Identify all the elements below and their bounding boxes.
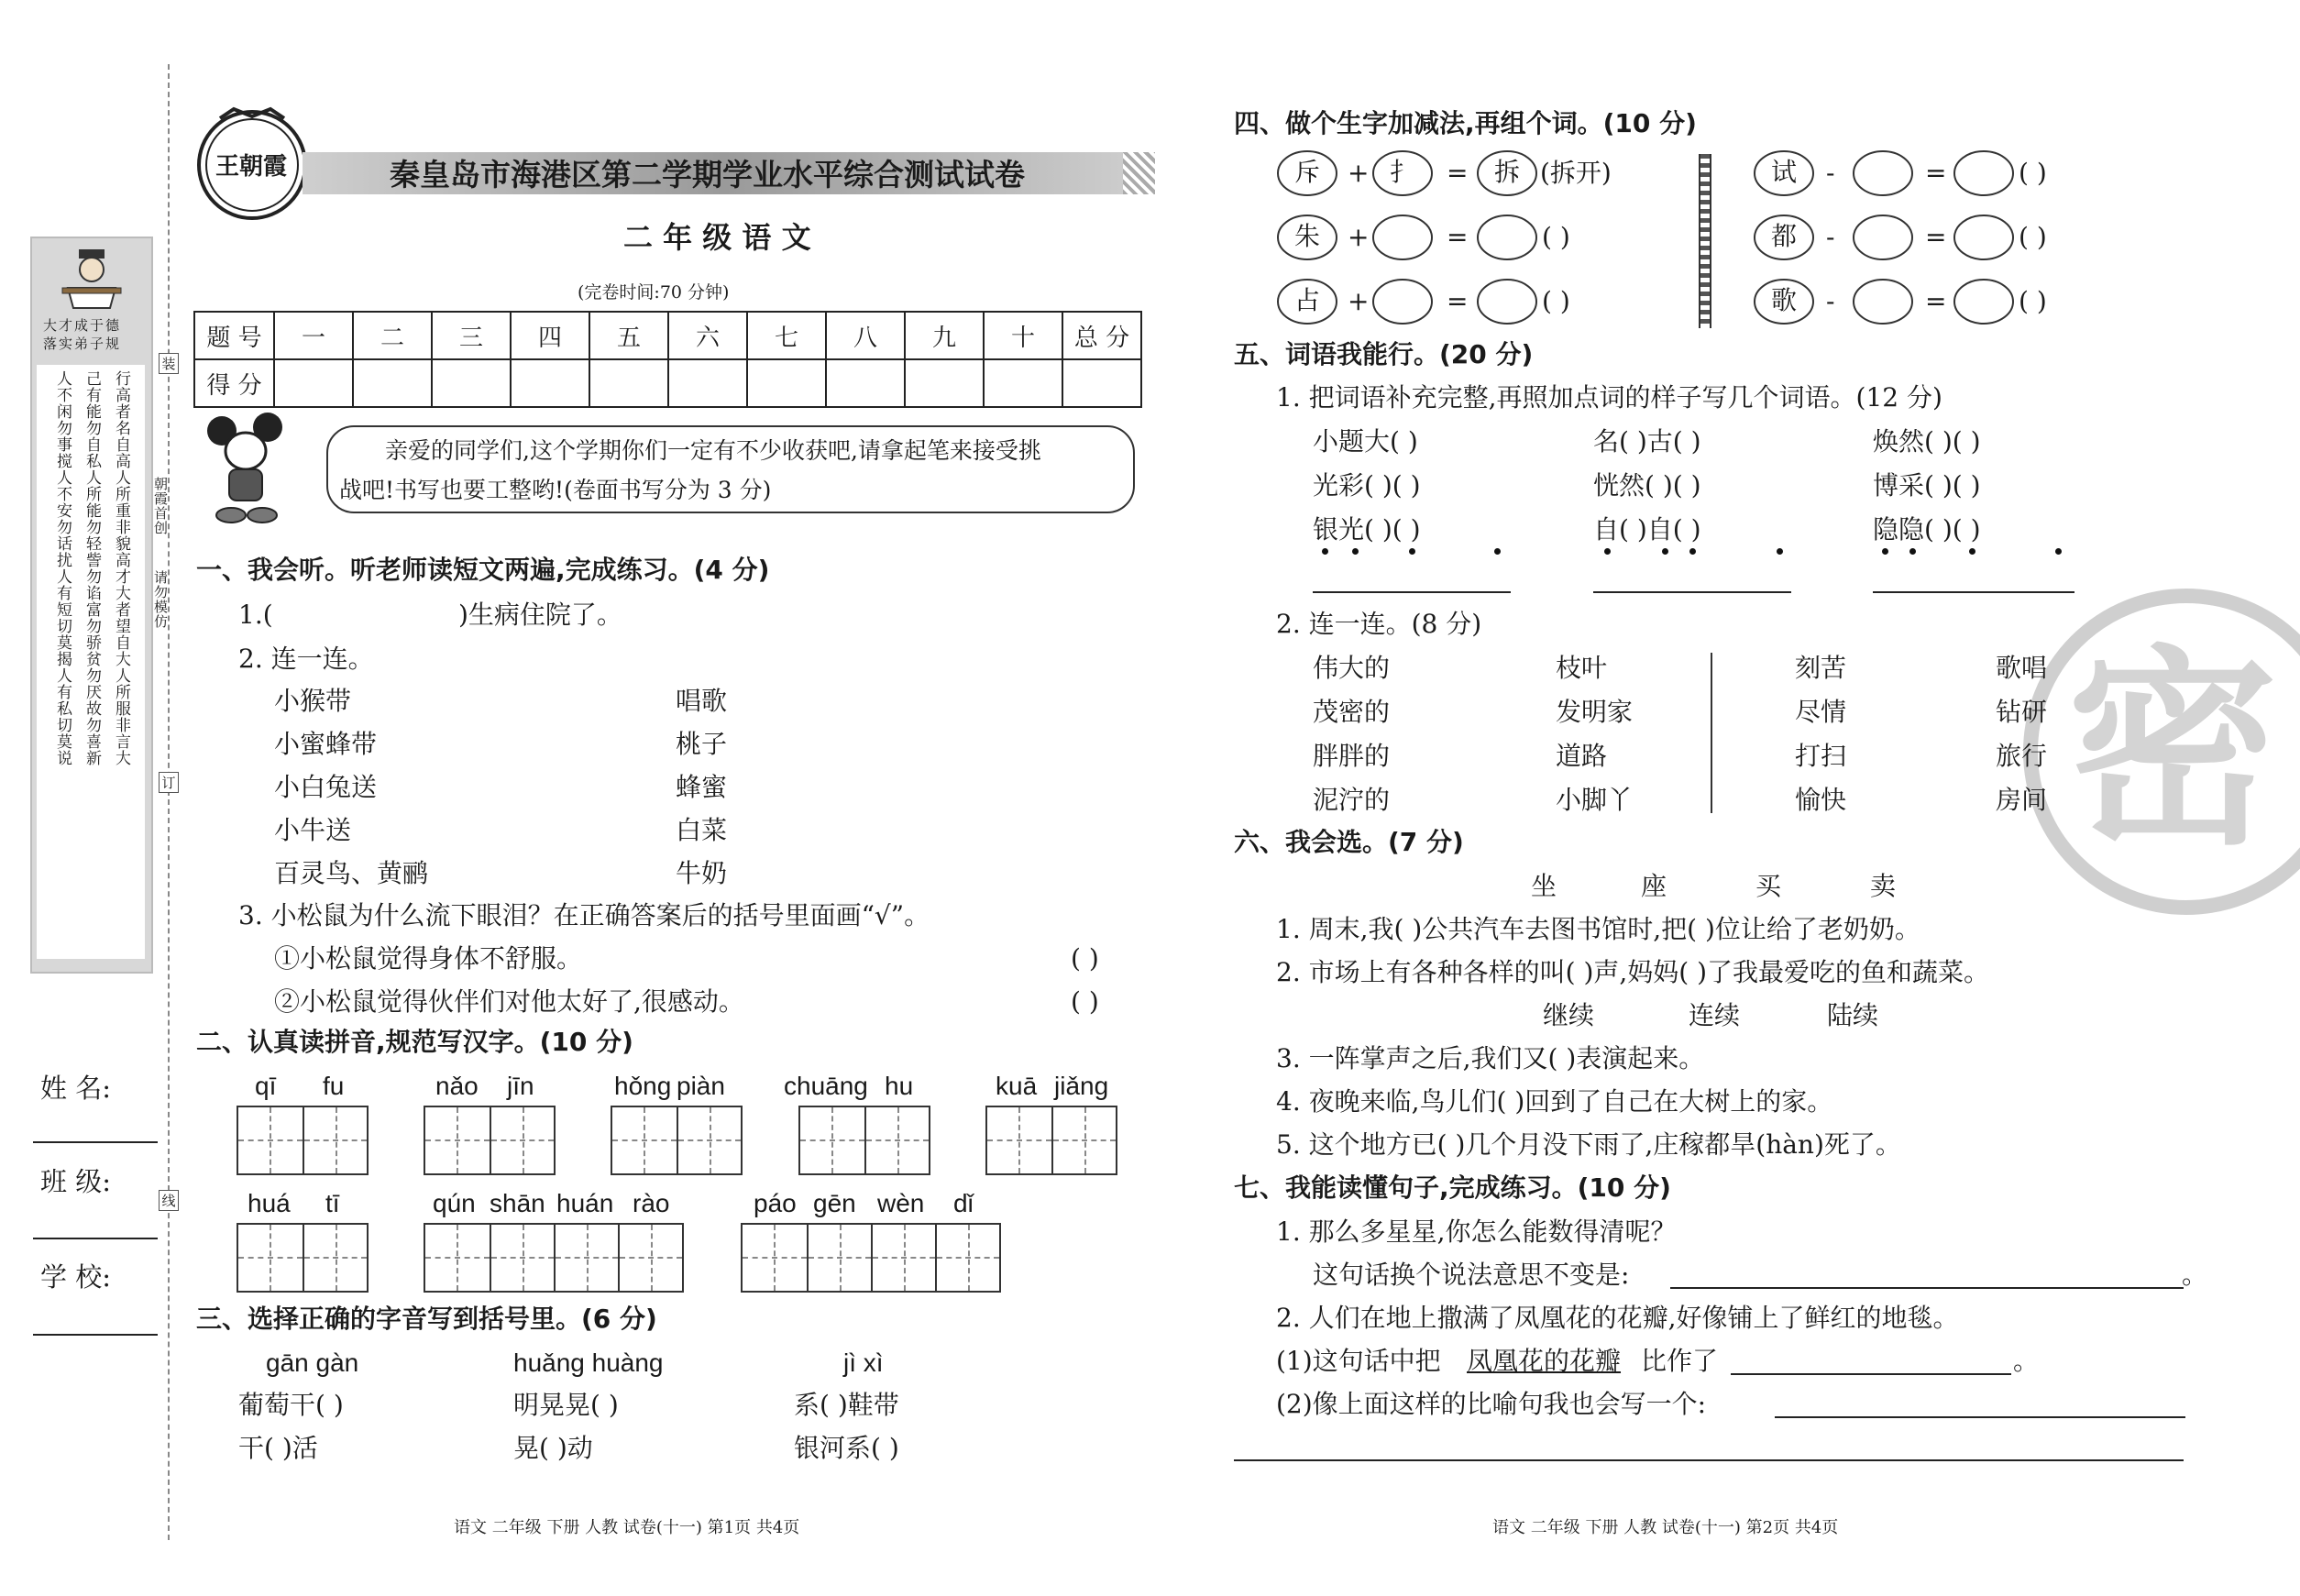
s1-q1-suffix: )生病住院了。 xyxy=(458,600,622,630)
emphasis-dot xyxy=(2055,548,2062,555)
plus-sign: + xyxy=(1348,286,1370,316)
s5-match: 刻苦 xyxy=(1795,653,1847,683)
emphasis-dot xyxy=(1689,548,1696,555)
equals-sign: = xyxy=(1447,158,1469,188)
section6-heading: 六、我会选。(7 分) xyxy=(1234,827,1464,857)
writing-grid[interactable] xyxy=(237,1106,369,1175)
writing-grid[interactable] xyxy=(741,1223,1001,1293)
s5-blank[interactable]: 自( )自( ) xyxy=(1593,514,1701,545)
s6-sentence[interactable]: 4. 夜晚来临,鸟儿们( )回到了自己在大树上的家。 xyxy=(1276,1086,1833,1117)
s6-sentence[interactable]: 1. 周末,我( )公共汽车去图书馆时,把( )位让给了老奶奶。 xyxy=(1276,914,1920,944)
s6-word: 买 xyxy=(1755,871,1782,901)
section7-heading: 七、我能读懂句子,完成练习。(10 分) xyxy=(1234,1172,1671,1203)
char-cloud: 都 xyxy=(1753,214,1815,261)
score-cell[interactable] xyxy=(589,359,668,407)
s7-q2b-answer[interactable] xyxy=(1775,1416,2185,1418)
s5-match: 打扫 xyxy=(1795,741,1847,771)
char-cloud: 占 xyxy=(1276,278,1338,325)
s5-match: 钻研 xyxy=(1996,697,2048,727)
equals-sign: = xyxy=(1447,286,1469,316)
s5-blank[interactable]: 光彩( )( ) xyxy=(1313,470,1421,501)
s1-right-item: 蜂蜜 xyxy=(676,772,728,802)
s5-match: 道路 xyxy=(1556,741,1608,771)
s7-q2a-pre: (1)这句话中把 xyxy=(1276,1346,1441,1376)
minus-sign: - xyxy=(1826,222,1835,252)
s6-word: 继续 xyxy=(1543,1000,1595,1030)
s3-item[interactable]: 葡萄干( ) xyxy=(238,1390,344,1420)
pinyin: shān xyxy=(490,1189,545,1217)
minus-sign: - xyxy=(1826,158,1835,188)
word-answer: (拆开) xyxy=(1540,158,1612,188)
equals-sign: = xyxy=(1447,222,1469,252)
s5-match: 胖胖的 xyxy=(1313,741,1391,771)
s7-q2: 2. 人们在地上撒满了凤凰花的花瓣,好像铺上了鲜红的地毯。 xyxy=(1276,1303,1959,1333)
s5-match: 歌唱 xyxy=(1996,653,2048,683)
minus-sign: - xyxy=(1826,286,1835,316)
s1-right-item: 唱歌 xyxy=(676,686,728,716)
s5-blank[interactable]: 恍然( )( ) xyxy=(1593,470,1701,501)
binding-mark-2: 订 xyxy=(159,772,179,793)
blank-cloud[interactable] xyxy=(1371,214,1434,261)
s5-blank[interactable]: 博采( )( ) xyxy=(1873,470,1981,501)
s5-match: 尽情 xyxy=(1795,697,1847,727)
equals-sign: = xyxy=(1925,158,1947,188)
s7-q2b-answer-2[interactable] xyxy=(1234,1459,2184,1461)
s5-answer-line[interactable] xyxy=(1873,591,2074,593)
score-cell[interactable] xyxy=(432,359,511,407)
s1-option-1: ①小松鼠觉得身体不舒服。 xyxy=(274,943,583,974)
binding-mark-1: 装 xyxy=(159,353,179,374)
score-col: 六 xyxy=(668,312,747,359)
pinyin: huá xyxy=(248,1189,291,1217)
banner-pattern xyxy=(1123,152,1155,194)
pinyin: rào xyxy=(633,1189,670,1217)
s1-left-item: 小牛送 xyxy=(274,815,352,845)
word-answer[interactable]: ( ) xyxy=(2019,286,2047,316)
s5-blank[interactable]: 小题大( ) xyxy=(1313,426,1418,457)
section1-heading: 一、我会听。听老师读短文两遍,完成练习。(4 分) xyxy=(196,555,770,585)
score-col-total: 总 分 xyxy=(1062,312,1141,359)
score-cell[interactable] xyxy=(747,359,826,407)
emphasis-dot xyxy=(1352,548,1359,555)
s7-q1-answer[interactable] xyxy=(1670,1287,2184,1289)
school-label: 学 校: xyxy=(40,1261,111,1293)
pinyin: chuāng xyxy=(784,1072,868,1100)
word-answer[interactable]: ( ) xyxy=(2019,222,2047,252)
section5-heading: 五、词语我能行。(20 分) xyxy=(1234,339,1534,369)
s5-blank[interactable]: 名( )古( ) xyxy=(1593,426,1701,457)
score-col: 二 xyxy=(353,312,432,359)
confidential-stamp xyxy=(2021,587,2300,917)
binding-mark-3: 线 xyxy=(159,1190,179,1211)
s1-option-1-answer[interactable]: ( ) xyxy=(1071,943,1099,974)
s1-option-2: ②小松鼠觉得伙伴们对他太好了,很感动。 xyxy=(274,986,744,1017)
s1-right-item: 牛奶 xyxy=(676,858,728,888)
score-col: 八 xyxy=(826,312,905,359)
char-cloud: 扌 xyxy=(1371,149,1434,197)
score-col: 七 xyxy=(747,312,826,359)
s6-word: 卖 xyxy=(1870,871,1897,901)
mascot-image xyxy=(202,413,293,527)
score-table xyxy=(193,311,1142,408)
pinyin: dǐ xyxy=(953,1189,974,1217)
pinyin: gēn xyxy=(813,1189,856,1217)
score-cell[interactable] xyxy=(511,359,589,407)
blank-cloud[interactable] xyxy=(1953,149,2015,197)
section2-heading: 二、认真读拼音,规范写汉字。(10 分) xyxy=(196,1027,633,1057)
s1-q3: 3. 小松鼠为什么流下眼泪？在正确答案后的括号里面画“√”。 xyxy=(238,900,930,930)
s7-q1: 1. 那么多星星,你怎么能数得清呢？ xyxy=(1276,1216,1677,1247)
emphasis-dot xyxy=(1662,548,1668,555)
s5-match: 发明家 xyxy=(1556,697,1634,727)
subject-title: 二 年 级 语 文 xyxy=(623,220,811,255)
name-field[interactable] xyxy=(33,1141,158,1143)
blank-cloud[interactable] xyxy=(1476,214,1538,261)
pinyin: nǎo xyxy=(435,1072,479,1100)
emphasis-dot xyxy=(1409,548,1415,555)
section3-heading: 三、选择正确的字音写到括号里。(6 分) xyxy=(196,1304,657,1334)
s5-q2: 2. 连一连。(8 分) xyxy=(1276,609,1482,639)
equals-sign: = xyxy=(1925,222,1947,252)
rope-divider xyxy=(1699,154,1711,328)
exam-time: (完卷时间:70 分钟) xyxy=(578,282,730,303)
footer-left: 语文 二年级 下册 人教 试卷(十一) 第1页 共4页 xyxy=(454,1518,800,1537)
scholar-figure xyxy=(55,248,128,312)
match-divider xyxy=(1711,653,1712,813)
word-answer[interactable]: ( ) xyxy=(1542,222,1570,252)
score-row-label: 题 号 xyxy=(194,312,274,359)
char-cloud: 朱 xyxy=(1276,214,1338,261)
exam-title: 秦皇岛市海港区第二学期学业水平综合测试试卷 xyxy=(390,157,1025,193)
blank-cloud[interactable] xyxy=(1852,214,1914,261)
score-col: 三 xyxy=(432,312,511,359)
s3-pinyin-2: huǎng huàng xyxy=(513,1348,664,1377)
s5-match: 枝叶 xyxy=(1556,653,1608,683)
word-answer[interactable]: ( ) xyxy=(1542,286,1570,316)
s5-blank[interactable]: 银光( )( ) xyxy=(1313,514,1421,545)
logo-text: 王朝霞 xyxy=(215,153,288,181)
score-col: 四 xyxy=(511,312,589,359)
sidebar-rules-col3: 行高者名自高人所重非貌高才大者望自大人所服非言大 xyxy=(112,370,130,766)
s7-q2b: (2)像上面这样的比喻句我也会写一个: xyxy=(1276,1389,1707,1419)
pinyin: wèn xyxy=(877,1189,925,1217)
emphasis-dot xyxy=(1494,548,1501,555)
emphasis-dot xyxy=(1322,548,1328,555)
s6-word: 陆续 xyxy=(1827,1000,1879,1030)
s1-right-item: 白菜 xyxy=(676,815,728,845)
s5-q1: 1. 把词语补充完整,再照加点词的样子写几个词语。(12 分) xyxy=(1276,382,1942,413)
class-label: 班 级: xyxy=(40,1166,111,1197)
score-col: 五 xyxy=(589,312,668,359)
pinyin: tī xyxy=(325,1189,340,1217)
s5-match: 伟大的 xyxy=(1313,653,1391,683)
writing-grid[interactable] xyxy=(985,1106,1117,1175)
char-cloud: 斥 xyxy=(1276,149,1338,197)
pinyin: huán xyxy=(556,1189,614,1217)
char-cloud: 歌 xyxy=(1753,278,1815,325)
char-cloud: 拆 xyxy=(1476,149,1538,197)
blank-cloud[interactable] xyxy=(1476,278,1538,325)
pinyin: jiǎng xyxy=(1054,1072,1109,1100)
word-answer[interactable]: ( ) xyxy=(2019,158,2047,188)
sidebar-dashed-line xyxy=(168,64,170,1540)
blank-cloud[interactable] xyxy=(1852,278,1914,325)
emphasis-dot xyxy=(1969,548,1975,555)
pinyin: páo xyxy=(754,1189,797,1217)
s1-q2: 2. 连一连。 xyxy=(238,644,374,674)
s6-word: 坐 xyxy=(1531,871,1557,901)
char-cloud: 试 xyxy=(1753,149,1815,197)
s5-match: 小脚丫 xyxy=(1556,785,1634,815)
section4-heading: 四、做个生字加减法,再组个词。(10 分) xyxy=(1234,108,1697,138)
emphasis-dot xyxy=(1604,548,1611,555)
pinyin: qī xyxy=(255,1072,277,1100)
s7-q2a-post: 比作了 xyxy=(1641,1346,1719,1376)
intro-line-2: 战吧!书写也要工整哟!(卷面书写分为 3 分) xyxy=(339,477,772,503)
s5-blank[interactable]: 隐隐( )( ) xyxy=(1873,514,1981,545)
score-cell[interactable] xyxy=(353,359,432,407)
s1-left-item: 百灵鸟、黄鹂 xyxy=(274,858,429,888)
score-row-label: 得 分 xyxy=(194,359,274,407)
equals-sign: = xyxy=(1925,286,1947,316)
s7-period: 。 xyxy=(2182,1260,2208,1290)
s6-word: 连续 xyxy=(1689,1000,1741,1030)
sidebar-rules-col2: 己有能勿自私人所能勿轻訾勿谄富勿骄贫勿厌故勿喜新 xyxy=(83,370,101,766)
footer-right: 语文 二年级 下册 人教 试卷(十一) 第2页 共4页 xyxy=(1492,1518,1839,1537)
s1-option-2-answer[interactable]: ( ) xyxy=(1071,986,1099,1017)
s5-match: 愉快 xyxy=(1795,785,1847,815)
blank-cloud[interactable] xyxy=(1852,149,1914,197)
score-cell[interactable] xyxy=(984,359,1062,407)
sidebar-slogan-2: 落实弟子规 xyxy=(43,336,122,352)
s3-item[interactable]: 干( )活 xyxy=(238,1433,318,1463)
name-label: 姓 名: xyxy=(40,1073,111,1104)
blank-cloud[interactable] xyxy=(1371,278,1434,325)
intro-line-1: 亲爱的同学们,这个学期你们一定有不少收获吧,请拿起笔来接受挑 xyxy=(385,437,1041,464)
score-cell[interactable] xyxy=(1062,359,1141,407)
blank-cloud[interactable] xyxy=(1953,214,2015,261)
logo xyxy=(193,105,312,225)
s6-sentence[interactable]: 2. 市场上有各种各样的叫( )声,妈妈( )了我最爱吃的鱼和蔬菜。 xyxy=(1276,957,1990,987)
copyright-mark-1: 朝霞首创 xyxy=(152,477,169,535)
score-col: 一 xyxy=(274,312,353,359)
s5-match: 房间 xyxy=(1996,785,2048,815)
s7-period: 。 xyxy=(2013,1346,2040,1376)
s5-match: 泥泞的 xyxy=(1313,785,1391,815)
s3-item[interactable]: 系( )鞋带 xyxy=(794,1390,899,1420)
s7-q1-sub: 这句话换个说法意思不变是: xyxy=(1313,1260,1630,1290)
pinyin: hǒng xyxy=(614,1072,672,1100)
s5-answer-line[interactable] xyxy=(1313,591,1511,593)
s5-match: 旅行 xyxy=(1996,741,2048,771)
s3-pinyin-3: jì xì xyxy=(843,1348,884,1377)
pinyin: piàn xyxy=(677,1072,725,1100)
stamp-text: 密 xyxy=(2067,629,2279,874)
score-col: 九 xyxy=(905,312,984,359)
pinyin: jīn xyxy=(507,1072,534,1100)
s7-q2a-mid: 凤凰花的花瓣 xyxy=(1467,1346,1622,1376)
emphasis-dot xyxy=(1777,548,1783,555)
blank-cloud[interactable] xyxy=(1953,278,2015,325)
sidebar-panel xyxy=(30,237,153,974)
s5-blank[interactable]: 焕然( )( ) xyxy=(1873,426,1981,457)
school-field[interactable] xyxy=(33,1334,158,1336)
pinyin: qún xyxy=(433,1189,476,1217)
s5-match: 茂密的 xyxy=(1313,697,1391,727)
pinyin: kuā xyxy=(996,1072,1038,1100)
s1-left-item: 小白兔送 xyxy=(274,772,378,802)
emphasis-dot xyxy=(1909,548,1916,555)
plus-sign: + xyxy=(1348,158,1370,188)
writing-grid[interactable] xyxy=(424,1106,556,1175)
s7-q2a-answer[interactable] xyxy=(1731,1373,2011,1375)
s3-item[interactable]: 明晃晃( ) xyxy=(513,1390,619,1420)
pinyin: hu xyxy=(885,1072,914,1100)
s5-answer-line[interactable] xyxy=(1593,591,1791,593)
score-cell[interactable] xyxy=(905,359,984,407)
pinyin: fu xyxy=(323,1072,345,1100)
s1-left-item: 小蜜蜂带 xyxy=(274,729,378,759)
s1-right-item: 桃子 xyxy=(676,729,728,759)
score-cell[interactable] xyxy=(668,359,747,407)
s6-sentence[interactable]: 5. 这个地方已( )几个月没下雨了,庄稼都旱(hàn)死了。 xyxy=(1276,1129,1901,1160)
s3-item[interactable]: 晃( )动 xyxy=(513,1433,593,1463)
s6-word: 座 xyxy=(1641,871,1667,901)
writing-grid[interactable] xyxy=(611,1106,743,1175)
writing-grid[interactable] xyxy=(424,1223,684,1293)
s1-q1-prefix: 1.( xyxy=(238,600,273,630)
sidebar-rules-col1: 人不闲勿事搅人不安勿话扰人有短切莫揭人有私切莫说 xyxy=(53,370,72,766)
score-cell[interactable] xyxy=(826,359,905,407)
writing-grid[interactable] xyxy=(237,1223,369,1293)
class-field[interactable] xyxy=(33,1238,158,1239)
s1-left-item: 小猴带 xyxy=(274,686,352,716)
plus-sign: + xyxy=(1348,222,1370,252)
score-col: 十 xyxy=(984,312,1062,359)
s3-item[interactable]: 银河系( ) xyxy=(794,1433,899,1463)
emphasis-dot xyxy=(1882,548,1888,555)
sidebar-slogan-1: 大才成于德 xyxy=(43,317,122,334)
writing-grid[interactable] xyxy=(798,1106,930,1175)
s3-pinyin-1: gān gàn xyxy=(266,1348,359,1377)
sidebar-rules-panel xyxy=(37,365,145,959)
copyright-mark-2: 请勿模仿 xyxy=(152,570,169,629)
s6-sentence[interactable]: 3. 一阵掌声之后,我们又( )表演起来。 xyxy=(1276,1043,1705,1073)
score-cell[interactable] xyxy=(274,359,353,407)
